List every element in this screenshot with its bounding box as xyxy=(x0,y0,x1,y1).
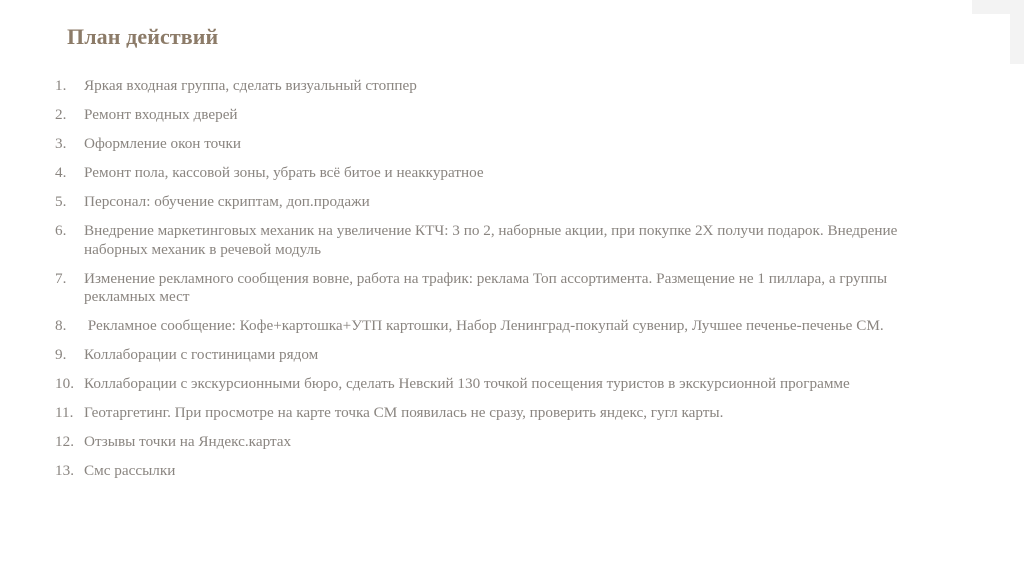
action-plan-list xyxy=(55,77,935,491)
item-text: Геотаргетинг. При просмотре на карте точка СМ появилась не сразу, проверить яндекс, гугл карты. xyxy=(84,404,724,421)
item-text: Оформление окон точки xyxy=(84,135,241,152)
item-number: 2. xyxy=(55,106,67,123)
item-number: 12. xyxy=(55,433,74,450)
item-text: Внедрение маркетинговых механик на увеличение КТЧ: 3 по 2, наборные акции, при покупке 2Х получи подарок. Внедрение наборных механик в речевой модуль xyxy=(84,222,902,258)
item-text: Персонал: обучение скриптам, доп.продажи xyxy=(84,193,370,210)
list-item xyxy=(55,462,935,481)
item-number: 3. xyxy=(55,135,67,152)
list-item xyxy=(55,270,935,307)
item-number: 11. xyxy=(55,404,74,421)
list-item xyxy=(55,164,935,183)
item-text: Коллаборации с гостиницами рядом xyxy=(84,346,319,363)
item-number: 6. xyxy=(55,222,67,239)
list-item xyxy=(55,77,935,96)
item-number: 9. xyxy=(55,346,67,363)
item-number: 5. xyxy=(55,193,67,210)
item-number: 10. xyxy=(55,375,74,392)
list-item xyxy=(55,317,935,336)
slide-title: План действий xyxy=(67,24,219,49)
list-item xyxy=(55,106,935,125)
item-number: 13. xyxy=(55,462,74,479)
item-number: 8. xyxy=(55,317,67,334)
item-number: 1. xyxy=(55,77,67,94)
item-text: Ремонт пола, кассовой зоны, убрать всё битое и неаккуратное xyxy=(84,164,484,181)
list-item xyxy=(55,433,935,452)
list-item xyxy=(55,193,935,212)
corner-decoration-vertical xyxy=(1010,0,1024,64)
item-number: 7. xyxy=(55,269,67,287)
list-item xyxy=(55,222,935,259)
item-text: Ремонт входных дверей xyxy=(84,106,238,123)
list-item xyxy=(55,346,935,365)
list-item xyxy=(55,135,935,154)
list-item xyxy=(55,375,935,394)
list-item xyxy=(55,404,935,423)
item-text: Смс рассылки xyxy=(84,462,176,479)
item-text: Отзывы точки на Яндекс.картах xyxy=(84,433,292,450)
item-text: Яркая входная группа, сделать визуальный стоппер xyxy=(84,77,417,94)
item-number: 4. xyxy=(55,164,67,181)
item-text: Рекламное сообщение: Кофе+картошка+УТП картошки, Набор Ленинград-покупай сувенир, Лучшее печенье-печенье СМ. xyxy=(84,317,884,334)
item-text: Коллаборации с экскурсионными бюро, сделать Невский 130 точкой посещения туристов в экскурсионной программе xyxy=(84,375,850,392)
item-text: Изменение рекламного сообщения вовне, работа на трафик: реклама Топ ассортимента. Размещение не 1 пиллара, а группы рекламных мест xyxy=(84,269,891,305)
